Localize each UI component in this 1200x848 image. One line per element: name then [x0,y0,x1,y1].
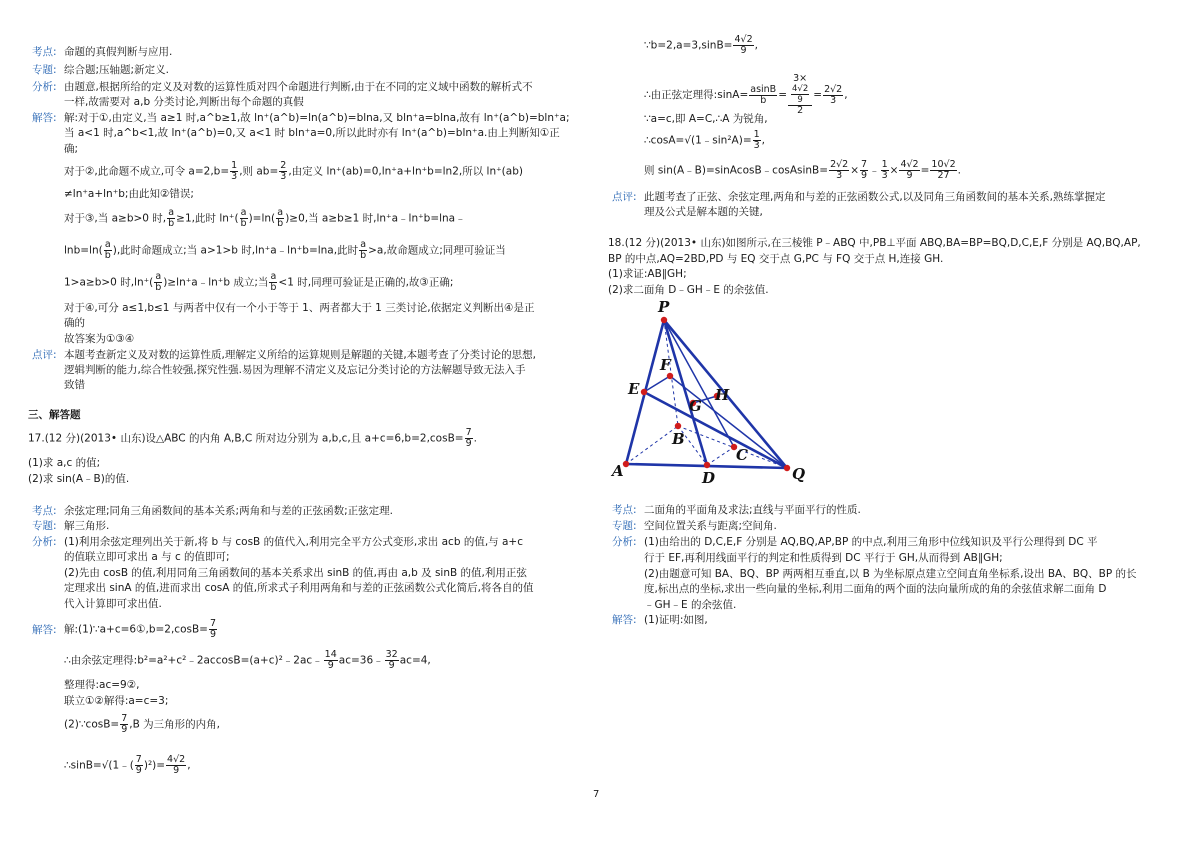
label-Q: Q [792,465,806,483]
label-H: H [715,386,730,404]
q18-stem: 18.(12 分)(2013• 山东)如图所示,在三棱锥 P﹣ABQ 中,PB⊥平面 ABQ,BA=BP=BQ,D,C,E,F 分别是 AQ,BQ,AP, [608,237,1141,249]
dianping-line: 点评: 本题考查新定义及对数的运算性质,理解定义所给的运算规则是解题的关键,本题考查了分类讨论的思想, [32,349,537,361]
kaodian-line: 考点: 命题的真假判断与应用. [32,46,173,58]
label-F: F [660,356,671,374]
jieda-line: 解答: 解:对于①,由定义,当 a≥1 时,a^b≥1,故 ln⁺(a^b)=ln(a^b)=blna,又 bln⁺a=blna,故有 ln⁺(a^b)=bln⁺a; [32,112,570,124]
label-A: A [612,462,624,480]
zhuanti-line: 专题: 综合题;压轴题;新定义. [32,64,169,76]
answer-line: 故答案为①③④ [64,333,135,345]
label-G: G [689,397,702,415]
point-E [641,389,647,395]
kaodian-label: 考点: [32,46,57,58]
section-title: 三、解答题 [28,409,81,421]
page-number: 7 [593,789,600,800]
tetrahedron-figure [604,298,816,490]
label-D: D [702,469,716,487]
label-B: B [672,430,685,448]
point-A [623,461,629,467]
label-C: C [736,446,748,464]
point-B [675,423,681,429]
label-P: P [658,298,670,316]
label-E: E [628,380,640,398]
point-P [661,317,667,323]
q17-stem: 17.(12 分)(2013• 山东)设△ABC 的内角 A,B,C 所对边分别为 a,b,c,且 a+c=6,b=2,cosB= $\frac{7}{9}$ . [28,427,477,449]
fenxi-line: 分析: 由题意,根据所给的定义及对数的运算性质对四个命题进行判断,由于在不同的定义域中函数的解析式不 [32,81,533,93]
point-Q [784,465,790,471]
point-D [704,462,710,468]
edge-DC [707,447,734,465]
edge-PD [664,320,707,465]
